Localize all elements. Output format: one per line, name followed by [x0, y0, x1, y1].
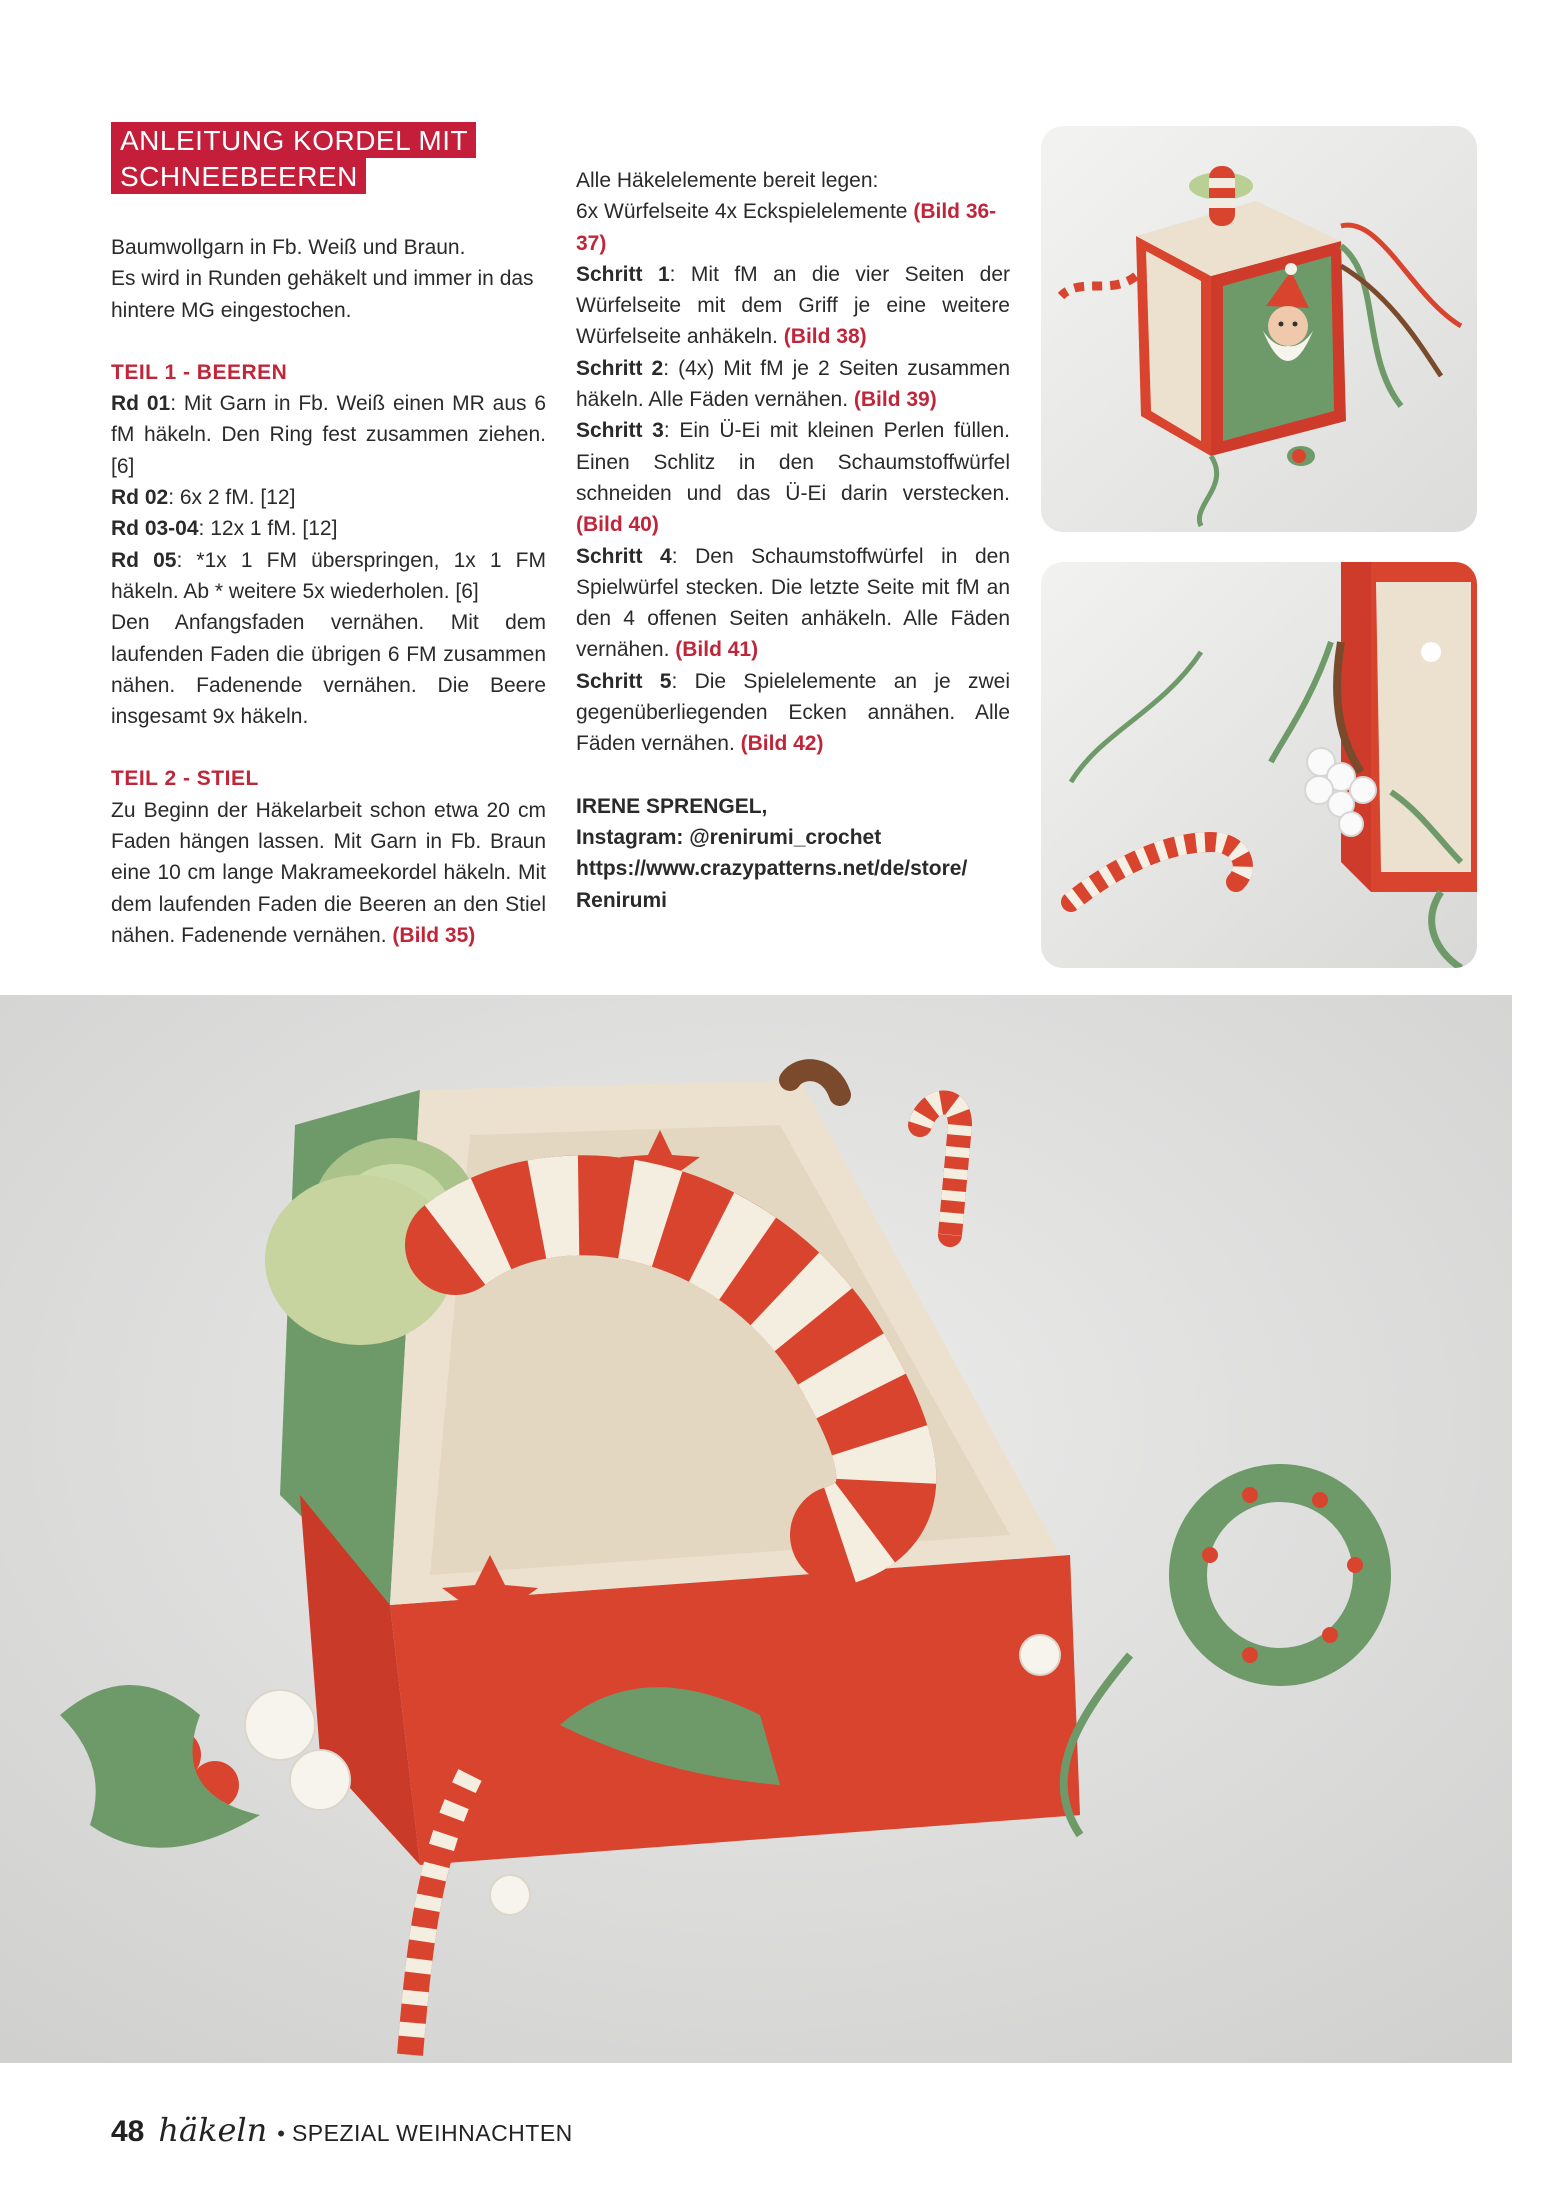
footer-section-title: SPEZIAL WEIHNACHTEN	[291, 2120, 573, 2146]
photo-snowberry-cord	[1041, 562, 1477, 968]
teil1-heading: TEIL 1 - BEEREN	[111, 360, 288, 384]
rd02-instruction: Rd 02: 6x 2 fM. [12]	[111, 486, 296, 510]
step-3: Schritt 3: Ein Ü-Ei mit kleinen Perlen füllen. Einen Schlitz in den Schaumstoffwürfel schneiden und das Ü-Ei darin verstecken. (Bild 40)	[576, 419, 1010, 537]
footer-bullet: •	[277, 2121, 285, 2146]
teil2-heading: TEIL 2 - STIEL	[111, 767, 259, 791]
photo-santa-cube	[1041, 126, 1477, 532]
author-url: https://www.crazypatterns.net/de/store/	[576, 857, 968, 881]
assembly-intro: Alle Häkelelemente bereit legen:	[576, 169, 879, 192]
step-1: Schritt 1: Mit fM an die vier Seiten der Würfelseite mit dem Griff je eine weitere Würfelseite anhäkeln. (Bild 38)	[576, 262, 1010, 349]
magazine-logo: häkeln	[158, 2111, 268, 2149]
teil2-text: Zu Beginn der Häkelarbeit schon etwa 20 cm Faden hängen lassen. Mit Garn in Fb. Braun eine 10 cm lange Makrameekordel häkeln. Mit dem laufenden Faden die Beeren an den Stiel nähen. Fadenende vernähen. (Bild 35)	[111, 798, 546, 947]
page-number: 48	[111, 2115, 145, 2148]
author-name: IRENE SPRENGEL,	[576, 794, 768, 818]
left-text-column	[111, 232, 546, 951]
assembly-elements: 6x Würfelseite 4x Eckspielelemente (Bild 36-37)	[576, 200, 997, 255]
article-title	[111, 122, 476, 194]
step-5: Schritt 5: Die Spielelemente an je zwei gegenüberliegenden Ecken annähen. Alle Fäden vernähen. (Bild 42)	[576, 669, 1010, 756]
middle-text-column	[576, 165, 1010, 916]
intro-line-2: Es wird in Runden gehäkelt und immer in das hintere MG eingestochen.	[111, 267, 534, 322]
rd0304-instruction: Rd 03-04: 12x 1 fM. [12]	[111, 517, 338, 541]
rd05-instruction: Rd 05: *1x 1 FM überspringen, 1x 1 FM häkeln. Ab * weitere 5x wiederholen. [6]	[111, 548, 546, 603]
photo-play-cube-main	[0, 995, 1512, 2063]
title-line-2: SCHNEEBEEREN	[111, 158, 366, 194]
author-store: Renirumi	[576, 888, 668, 912]
rd01-instruction: Rd 01: Mit Garn in Fb. Weiß einen MR aus 6 fM häkeln. Den Ring fest zusammen ziehen. [6]	[111, 392, 547, 478]
intro-line-1: Baumwollgarn in Fb. Weiß und Braun.	[111, 236, 466, 259]
page-footer	[111, 2111, 573, 2151]
step-2: Schritt 2: (4x) Mit fM je 2 Seiten zusammen häkeln. Alle Fäden vernähen. (Bild 39)	[576, 356, 1010, 412]
title-line-1: ANLEITUNG KORDEL MIT	[111, 122, 476, 158]
author-instagram: Instagram: @renirumi_crochet	[576, 825, 882, 849]
teil1-closing: Den Anfangsfaden vernähen. Mit dem laufenden Faden die übrigen 6 FM zusammen nähen. Fadenende vernähen. Die Beere insgesamt 9x häkeln.	[111, 611, 546, 729]
step-4: Schritt 4: Den Schaumstoffwürfel in den Spielwürfel stecken. Die letzte Seite mit fM an den 4 offenen Seiten anhäkeln. Alle Fäden vernähen. (Bild 41)	[576, 544, 1010, 662]
